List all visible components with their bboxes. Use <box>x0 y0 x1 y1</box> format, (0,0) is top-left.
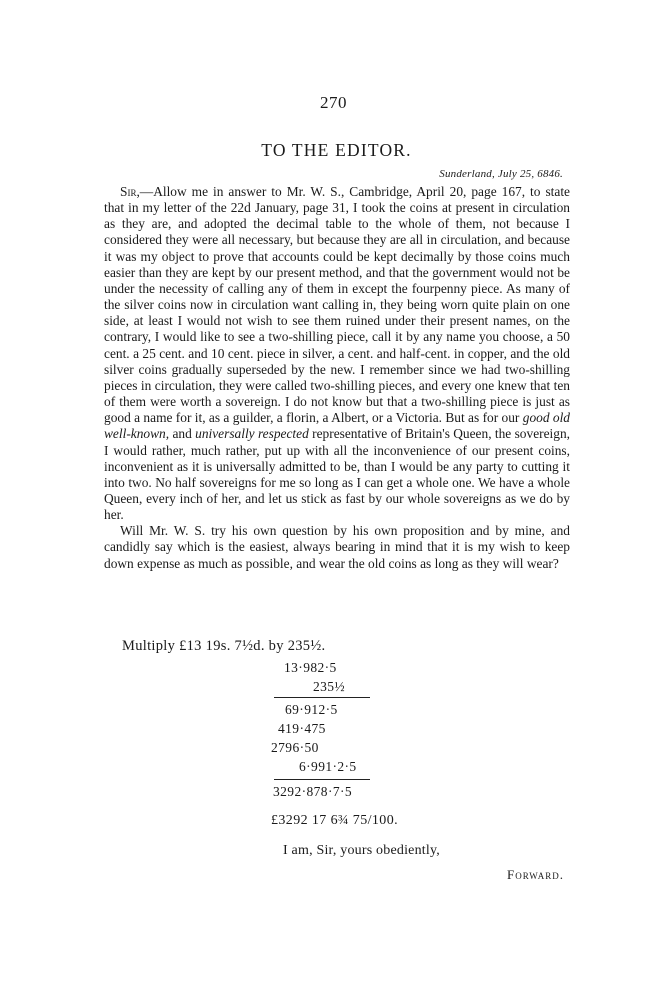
calculation-working <box>270 658 380 801</box>
paragraph-1-text: —Allow me in answer to Mr. W. S., Cambridge, April 20, page 167, to state that in my letter of the 22d January, page 31, I took the coins at present in circulation as they are, and adopted the decimal table to the whole of them, not because I considered they were all necessary, but because they are all in circulation, and because it was my object to prove that accounts could be kept decimally by those coins much easier than they are kept by our present method, and that the government would not be under the necessity of calling any of them in except the fourpenny piece. As many of the silver coins now in circulation want calling in, they being worn quite plain on one side, at least I would not wish to see them ruined under their present names, on the contrary, I would like to see a two-shilling piece, call it by any name you choose, a 50 cent. a 25 cent. and 10 cent. piece in silver, a cent. and half-cent. in copper, and the old silver coins gradually superseded by the new. I remember since we had two-shilling pieces in circulation, they were called two-shilling pieces, and every one knew that ten of them were worth a sovereign. I do not know but that a two-shilling piece is just as good a name for it, as a guilder, a florin, a Albert, or a Victoria. But as for our <box>104 184 570 426</box>
partial-product-3: 2796·50 <box>271 740 319 755</box>
calc-rule-1 <box>274 697 370 698</box>
signature: Forward. <box>507 867 564 882</box>
salutation: Sir, <box>120 184 140 199</box>
signoff: I am, Sir, yours obediently, <box>283 843 440 858</box>
final-product: 3292·878·7·5 <box>273 784 353 799</box>
emphasis-good-old: good old well-known, <box>104 410 570 442</box>
dateline: Sunderland, July 25, 6846. <box>439 168 563 180</box>
calculation-result: £3292 17 6¾ 75/100. <box>271 813 398 828</box>
calculation-prompt: Multiply £13 19s. 7½d. by 235½. <box>122 638 326 654</box>
letter-body <box>104 184 570 572</box>
page-number: 270 <box>320 93 347 112</box>
paragraph-1 <box>104 184 570 523</box>
multiplicand: 13·982·5 <box>284 660 337 675</box>
paragraph-1-and: and <box>169 426 196 442</box>
paragraph-1-rest: representative of Britain's Queen, the sovereign, I would rather, much rather, put up with all the inconvenience of our present coins, inconvenient as it is universally admitted to be, than I would be any party to cutting it into two. No half sovereigns for me so long as I can get a whole one. We have a whole Queen, every inch of her, and let us stick as fast by our whole sovereigns as we do by her. <box>104 426 571 523</box>
partial-product-2: 419·475 <box>278 721 326 736</box>
partial-product-1: 69·912·5 <box>285 702 338 717</box>
page-title: TO THE EDITOR. <box>261 140 412 160</box>
paragraph-2: Will Mr. W. S. try his own question by his own proposition and by mine, and candidly say which is the easiest, always bearing in mind that it is my wish to keep down expense as much as possible, and wear the old coins as long as they will wear? <box>104 523 570 571</box>
multiplier: 235½ <box>313 679 345 694</box>
partial-product-4: 6·991·2·5 <box>299 759 357 774</box>
emphasis-universally-respected: universally respected <box>195 426 309 442</box>
calc-rule-2 <box>274 779 370 780</box>
